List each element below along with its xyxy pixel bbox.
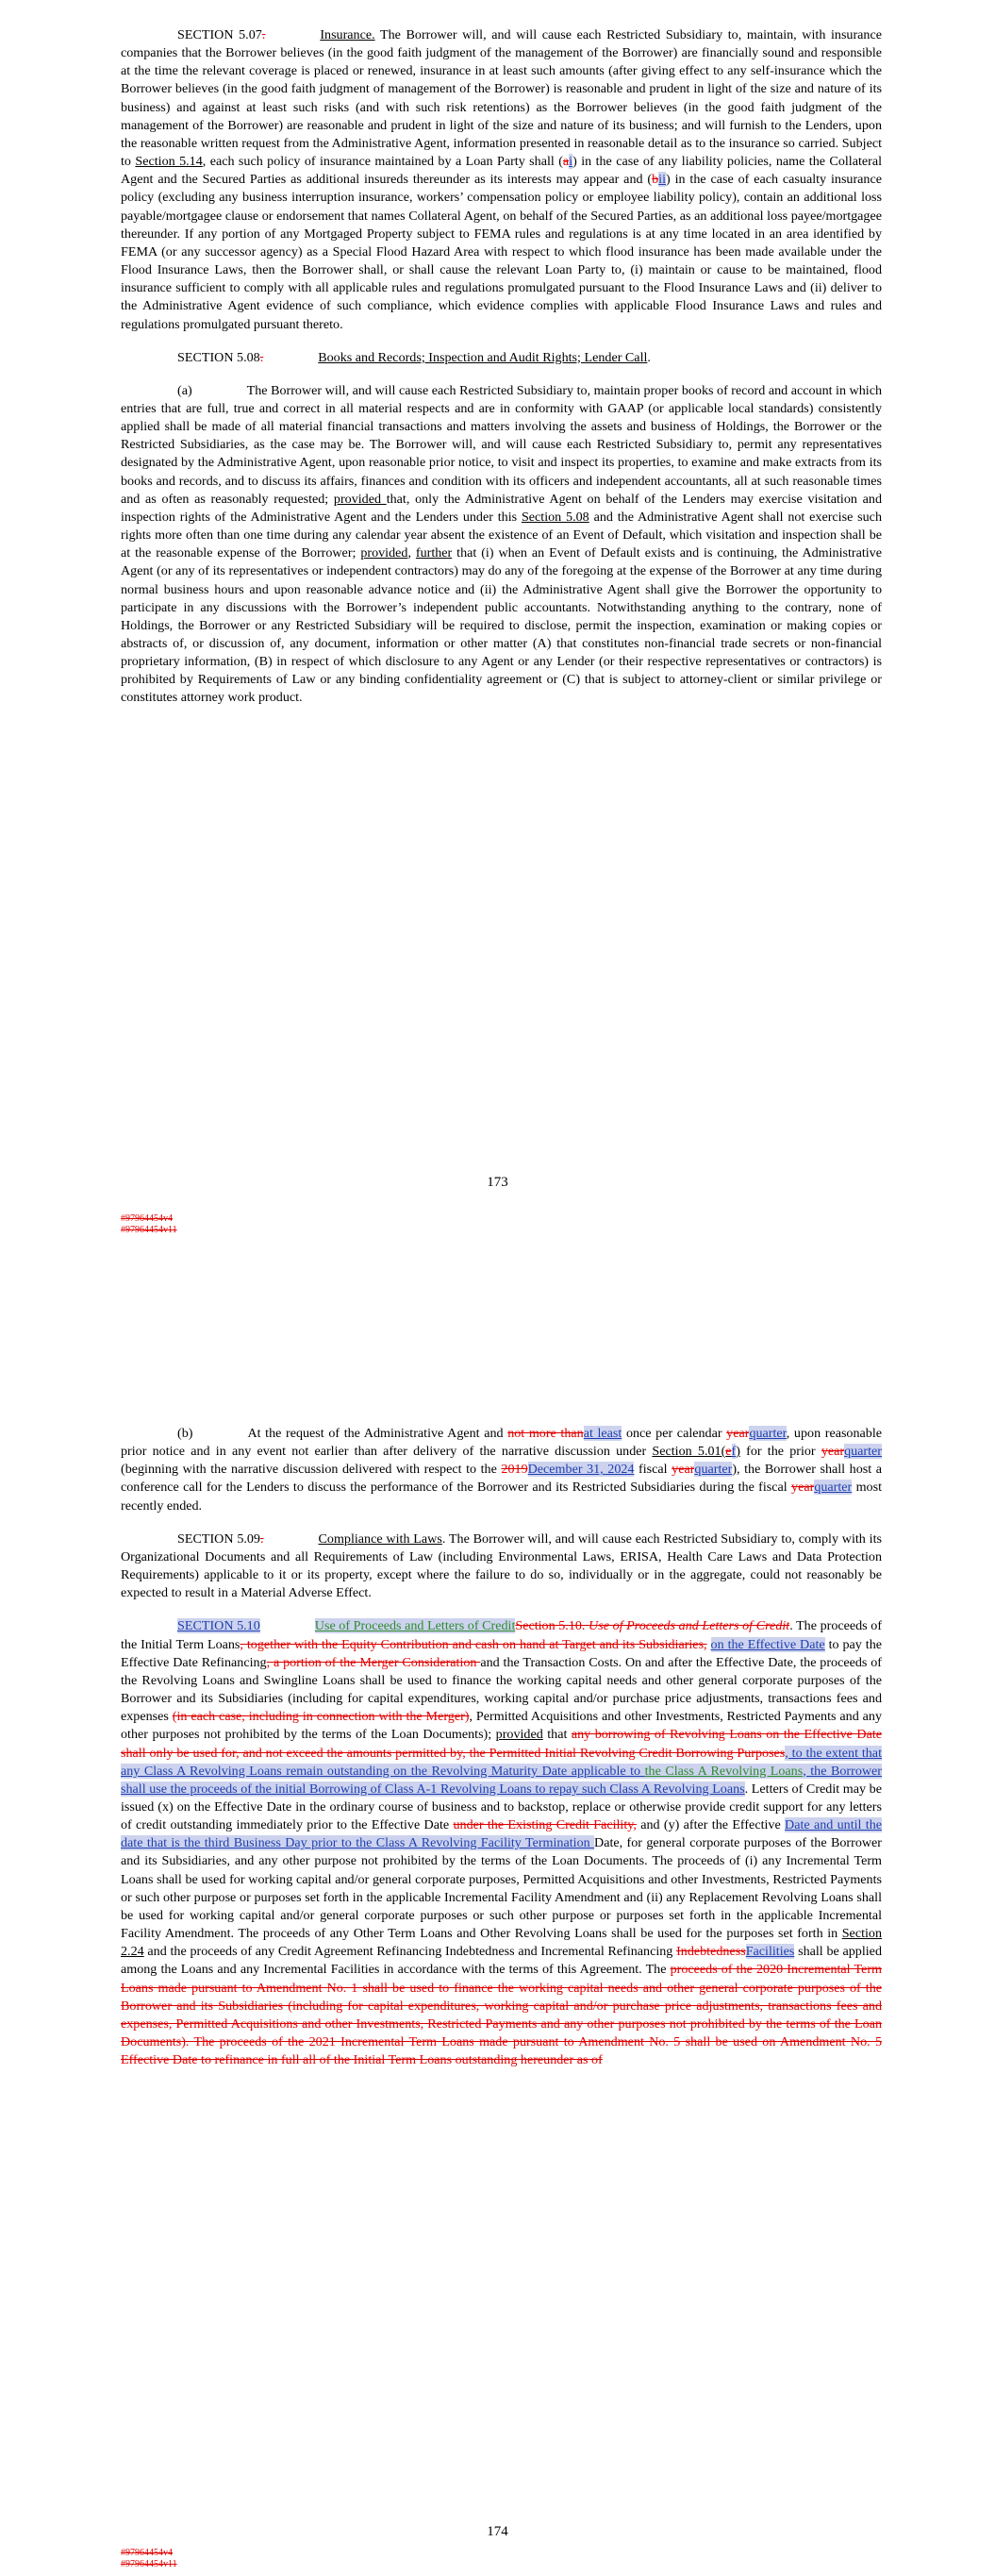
section-5-09: SECTION 5.09. Compliance with Laws. The Borrower will, and will cause each Restricted Subsidiary to, comply with its Organizational Documents and all Requirements of Law (including Environmental Laws, ERISA, Health Care Laws and Data Protection Requirements) applicable to it or its property, except where the failure to do so, individually or in the aggregate, could not reasonably be expected to result in a Material Adverse Effect.	[121, 1531, 882, 1601]
page-number: 174	[487, 2524, 508, 2539]
section-ref-2-24: Section 2.24	[121, 1926, 882, 1960]
section-5-09-heading: Compliance with Laws	[318, 1531, 442, 1547]
section-5-08-heading: Books and Records; Inspection and Audit Rights; Lender Call	[318, 349, 648, 365]
page-174-body	[121, 1425, 882, 2069]
section-5-07-heading: Insurance.	[320, 27, 375, 42]
section-5-10-heading: Use of Proceeds and Letters of Credit	[314, 1618, 516, 1634]
section-5-08-number: SECTION 5.08	[177, 349, 260, 365]
section-ref-5-08: Section 5.08	[521, 509, 589, 525]
page-number: 173	[487, 1175, 508, 1190]
section-ref-5-01: Section 5.01(ef)	[652, 1444, 740, 1460]
page-173-body	[121, 26, 882, 708]
section-5-08: SECTION 5.08. Books and Records; Inspection and Audit Rights; Lender Call.	[177, 349, 651, 365]
section-5-08-a: (a) The Borrower will, and will cause each Restricted Subsidiary to, maintain proper books of record and account in which entries that are full, true and correct in all material respects and are in conformity with GAAP (or applicable local standards) consistently applied shall be made of all material financial transactions and matters involving the assets and business of Holdings, the Borrower or the Restricted Subsidiaries, as the case may be. The Borrower will, and will cause each Restricted Subsidiary to, permit any representatives designated by the Administrative Agent, upon reasonable prior notice, to visit and inspect its properties, to examine and make extracts from its books and records, and to discuss its affairs, finances and condition with its officers and independent accountants, all at such reasonable times and as often as reasonably requested; provided that, only the Administrative Agent on behalf of the Lenders may exercise visitation and inspection rights of the Administrative Agent and the Lenders under this Section 5.08 and the Administrative Agent shall not exercise such rights more often than one time during any calendar year absent the existence of an Event of Default, which visitation and inspection shall be at the reasonable expense of the Borrower; provided, further that (i) when an Event of Default exists and is continuing, the Administrative Agent (or any of its representatives or independent contractors) may do any of the foregoing at the expense of the Borrower at any time during normal business hours and upon reasonable advance notice and (ii) the Administrative Agent shall give the Borrower the opportunity to participate in any discussions with the Borrower’s independent public accountants. Notwithstanding anything to the contrary, none of Holdings, the Borrower or any Restricted Subsidiary will be required to disclose, permit the inspection, examination or making copies or abstracts of, or discussion of, any document, information or other matter (A) that constitutes non-financial trade secrets or non-financial proprietary information, (B) in respect of which disclosure to any Agent or any Lender (or their respective representatives or contractors) is prohibited by Requirements of Law or any binding confidentiality agreement or (C) that is subject to attorney-client or similar privilege or constitutes attorney work product.	[121, 382, 882, 706]
section-5-10: SECTION 5.10 Use of Proceeds and Letters of CreditSection 5.10. Use of Proceeds and Letters of Credit. The proceeds of the Initial Term Loans, together with the Equity Contribution and cash on hand at Target and its Subsidiaries, on the Effective Date to pay the Effective Date Refinancing, a portion of the Merger Consideration and the Transaction Costs. On and after the Effective Date, the proceeds of the Revolving Loans and Swingline Loans shall be used to finance the working capital needs and other general corporate purposes of the Borrower and its Subsidiaries (including for capital expenditures, working capital and/or purchase price adjustments, transactions fees and expenses (in each case, including in connection with the Merger), Permitted Acquisitions and other Investments, Restricted Payments and any other purposes not prohibited by the terms of the Loan Documents); provided that any borrowing of Revolving Loans on the Effective Date shall only be used for, and not exceed the amounts permitted by, the Permitted Initial Revolving Credit Borrowing Purposes, to the extent that any Class A Revolving Loans remain outstanding on the Revolving Maturity Date applicable to the Class A Revolving Loans, the Borrower shall use the proceeds of the initial Borrowing of Class A-1 Revolving Loans to repay such Class A Revolving Loans. Letters of Credit may be issued (x) on the Effective Date in the ordinary course of business and to backstop, replace or otherwise provide credit support for any letters of credit outstanding immediately prior to the Effective Date under the Existing Credit Facility, and (y) after the Effective Date and until the date that is the third Business Day prior to the Class A Revolving Facility Termination Date, for general corporate purposes of the Borrower and its Subsidiaries, and any other purpose not prohibited by the terms of the Loan Documents. The proceeds of (i) any Incremental Term Loans shall be used for working capital and/or general corporate purposes, Permitted Acquisitions and other Investments, Restricted Payments or such other purpose or purposes set forth in the applicable Incremental Facility Amendment and (ii) any Replacement Revolving Loans shall be used for working capital and/or general corporate purposes or such other purpose or purposes set forth in the applicable Incremental Facility Amendment. The proceeds of any Other Term Loans and Other Revolving Loans shall be used for the purposes set forth in Section 2.24 and the proceeds of any Credit Agreement Refinancing Indebtedness and Incremental Refinancing IndebtednessFacilities shall be applied among the Loans and any Incremental Facilities in accordance with the terms of this Agreement. The proceeds of the 2020 Incremental Term Loans made pursuant to Amendment No. 1 shall be used to finance the working capital needs and other general corporate purposes of the Borrower and its Subsidiaries (including for capital expenditures, working capital and/or purchase price adjustments, transactions fees and expenses, Permitted Acquisitions and other Investments, Restricted Payments and any other purposes not prohibited by the terms of the Loan Documents). The proceeds of the 2021 Incremental Term Loans made pursuant to Amendment No. 5 shall be used on Amendment No. 5 Effective Date to refinance in full all of the Initial Term Loans outstanding hereunder as of	[121, 1618, 883, 2068]
section-ref-5-14: Section 5.14	[135, 154, 203, 170]
section-5-10-number: SECTION 5.10	[177, 1618, 260, 1634]
document-stamp: #97964454v4 #97964454v11	[121, 2548, 177, 2569]
section-5-07-number: SECTION 5.07	[177, 27, 262, 42]
document-stamp: #97964454v4 #97964454v11	[121, 1213, 177, 1235]
section-5-07: SECTION 5.07. Insurance. The Borrower will, and will cause each Restricted Subsidiary to, maintain, with insurance companies that the Borrower believes (in the good faith judgment of the management of the Borrower) are financially sound and responsible at the time the relevant coverage is placed or renewed, insurance in at least such amounts (after giving effect to any self-insurance which the Borrower believes (in the good faith judgment of management of the Borrower) is reasonable and prudent in light of the size and nature of its business) and against at least such risks (and with such risk retentions) as the Borrower believes (in the good faith judgment of the management of the Borrower) are reasonable and prudent in light of the size and nature of its business; and will furnish to the Lenders, upon the reasonable written request from the Administrative Agent, information presented in reasonable detail as to the insurance so carried. Subject to Section 5.14, each such policy of insurance maintained by a Loan Party shall (ai) in the case of any liability policies, name the Collateral Agent and the Secured Parties as additional insureds thereunder as its interests may appear and (bii) in the case of each casualty insurance policy (excluding any business interruption insurance, workers’ compensation policy or employee liability policy), contain an additional loss payable/mortgagee clause or endorsement that names Collateral Agent, on behalf of the Secured Parties, as an additional loss payee/mortgagee thereunder. If any portion of any Mortgaged Property subject to FEMA rules and regulations is at any time located in an area identified by FEMA (or any successor agency) as a Special Flood Hazard Area with respect to which flood insurance has been made available under the Flood Insurance Laws, then the Borrower shall, or shall cause the relevant Loan Party to, (i) maintain or cause to be maintained, flood insurance sufficient to comply with all applicable rules and regulations promulgated pursuant to the Flood Insurance Laws and (ii) deliver to the Administrative Agent evidence of such compliance, which evidence complies with applicable Flood Insurance Laws and rules and regulations promulgated pursuant thereto.	[121, 27, 882, 332]
section-5-08-b: (b) At the request of the Administrative Agent and not more thanat least once per calendar yearquarter, upon reasonable prior notice and in any event not earlier than after delivery of the narrative discussion under Section 5.01(ef) for the prior yearquarter (beginning with the narrative discussion delivered with respect to the 2019December 31, 2024 fiscal yearquarter), the Borrower shall host a conference call for the Lenders to discuss the performance of the Borrower and its Restricted Subsidiaries during the fiscal yearquarter most recently ended.	[121, 1426, 883, 1514]
section-5-09-number: SECTION 5.09	[177, 1531, 260, 1547]
